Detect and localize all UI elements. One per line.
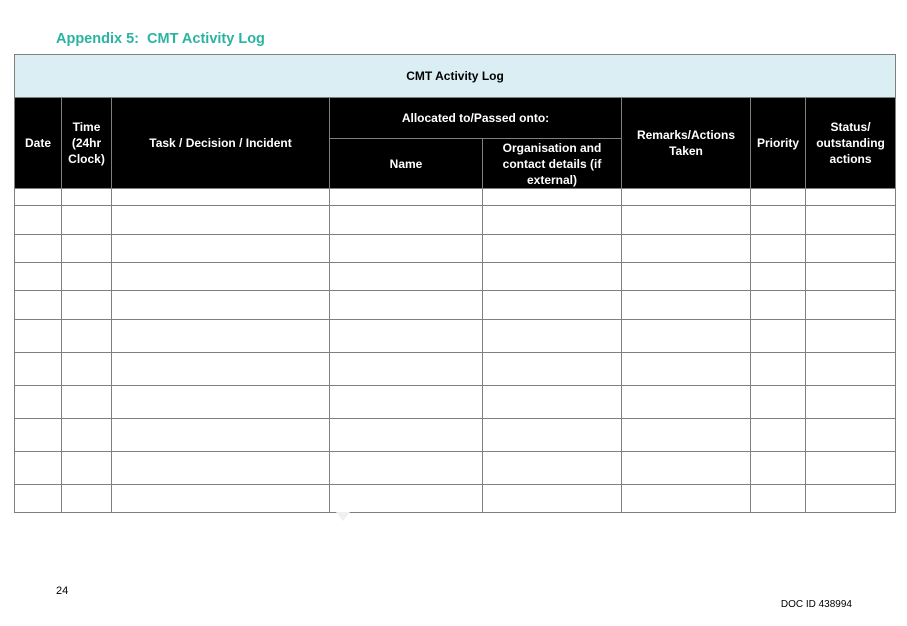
table-cell [806,353,896,386]
table-cell [112,189,330,206]
table-cell [112,320,330,353]
table-body [15,189,896,513]
table-cell [330,235,483,263]
table-cell [622,485,751,513]
table-cell [62,452,112,485]
table-cell [751,291,806,320]
table-cell [62,206,112,235]
table-cell [483,189,622,206]
table-cell [806,291,896,320]
table-cell [62,386,112,419]
table-cell [15,353,62,386]
table-cell [330,291,483,320]
table-cell [15,235,62,263]
table-cell [112,419,330,452]
table-cell [483,419,622,452]
table-cell [112,386,330,419]
column-header-status: Status/ outstanding actions [806,98,896,189]
table-cell [483,485,622,513]
appendix-heading: Appendix 5: CMT Activity Log [56,31,265,47]
table-cell [62,419,112,452]
table-cell [806,485,896,513]
table-cell [806,263,896,291]
column-header-priority: Priority [751,98,806,189]
table-cell [751,263,806,291]
table-cell [622,263,751,291]
table-cell [806,206,896,235]
table-cell [622,386,751,419]
table-cell [62,235,112,263]
table-row [15,263,896,291]
table-cell [806,189,896,206]
table-cell [751,485,806,513]
table-cell [751,320,806,353]
table-row [15,386,896,419]
table-cell [62,353,112,386]
table-cell [330,419,483,452]
table-cell [751,419,806,452]
table-cell [62,320,112,353]
table-cell [483,291,622,320]
table-cell [330,485,483,513]
table-row [15,206,896,235]
table-row [15,291,896,320]
table-cell [806,320,896,353]
table-cell [622,235,751,263]
table-cell [483,386,622,419]
table-cell [622,320,751,353]
table-cell [62,291,112,320]
table-cell [483,206,622,235]
table-row [15,353,896,386]
table-cell [330,206,483,235]
table-cell [15,189,62,206]
table-cell [622,419,751,452]
doc-id: DOC ID 438994 [780,599,852,610]
table-cell [112,485,330,513]
table-cell [806,419,896,452]
table-cell [330,320,483,353]
table-cell [330,386,483,419]
table-cell [622,353,751,386]
table-cell [112,263,330,291]
table-cell [751,386,806,419]
table-cell [622,291,751,320]
column-header-date: Date [15,98,62,189]
table-row [15,235,896,263]
table-cell [751,189,806,206]
table-cell [751,206,806,235]
table-cell [483,263,622,291]
table-cell [330,452,483,485]
table-cell [483,235,622,263]
table-cell [62,263,112,291]
table-title: CMT Activity Log [15,55,896,98]
column-header-organisation: Organisation and contact details (if external) [483,139,622,189]
table-cell [622,452,751,485]
table-cell [483,452,622,485]
cmt-activity-log-table [14,54,896,513]
table-row [15,419,896,452]
table-cell [112,291,330,320]
table-cell [15,485,62,513]
column-header-time: Time (24hr Clock) [62,98,112,189]
table-cell [806,386,896,419]
table-cell [483,353,622,386]
column-header-task: Task / Decision / Incident [112,98,330,189]
column-header-remarks: Remarks/Actions Taken [622,98,751,189]
table-cell [62,485,112,513]
table-cell [330,353,483,386]
table-cell [15,419,62,452]
table-cell [330,263,483,291]
table-row [15,320,896,353]
table-cell [622,189,751,206]
page-number: 24 [56,585,69,597]
table-cell [112,206,330,235]
table-cell [62,189,112,206]
table-cell [15,206,62,235]
table-row [15,452,896,485]
table-cell [806,235,896,263]
table-cell [15,320,62,353]
table-cell [751,235,806,263]
table-cell [483,320,622,353]
table-cell [15,291,62,320]
table-cell [15,386,62,419]
column-header-name: Name [330,139,483,189]
table-cell [751,452,806,485]
table-cell [15,263,62,291]
table-cell [330,189,483,206]
table-cell [806,452,896,485]
table-row [15,485,896,513]
watermark-mark [336,512,350,522]
table-cell [622,206,751,235]
table-cell [112,452,330,485]
column-group-header-allocated: Allocated to/Passed onto: [330,98,622,139]
table-row [15,189,896,206]
table-cell [112,235,330,263]
table-cell [15,452,62,485]
table-cell [751,353,806,386]
table-cell [112,353,330,386]
